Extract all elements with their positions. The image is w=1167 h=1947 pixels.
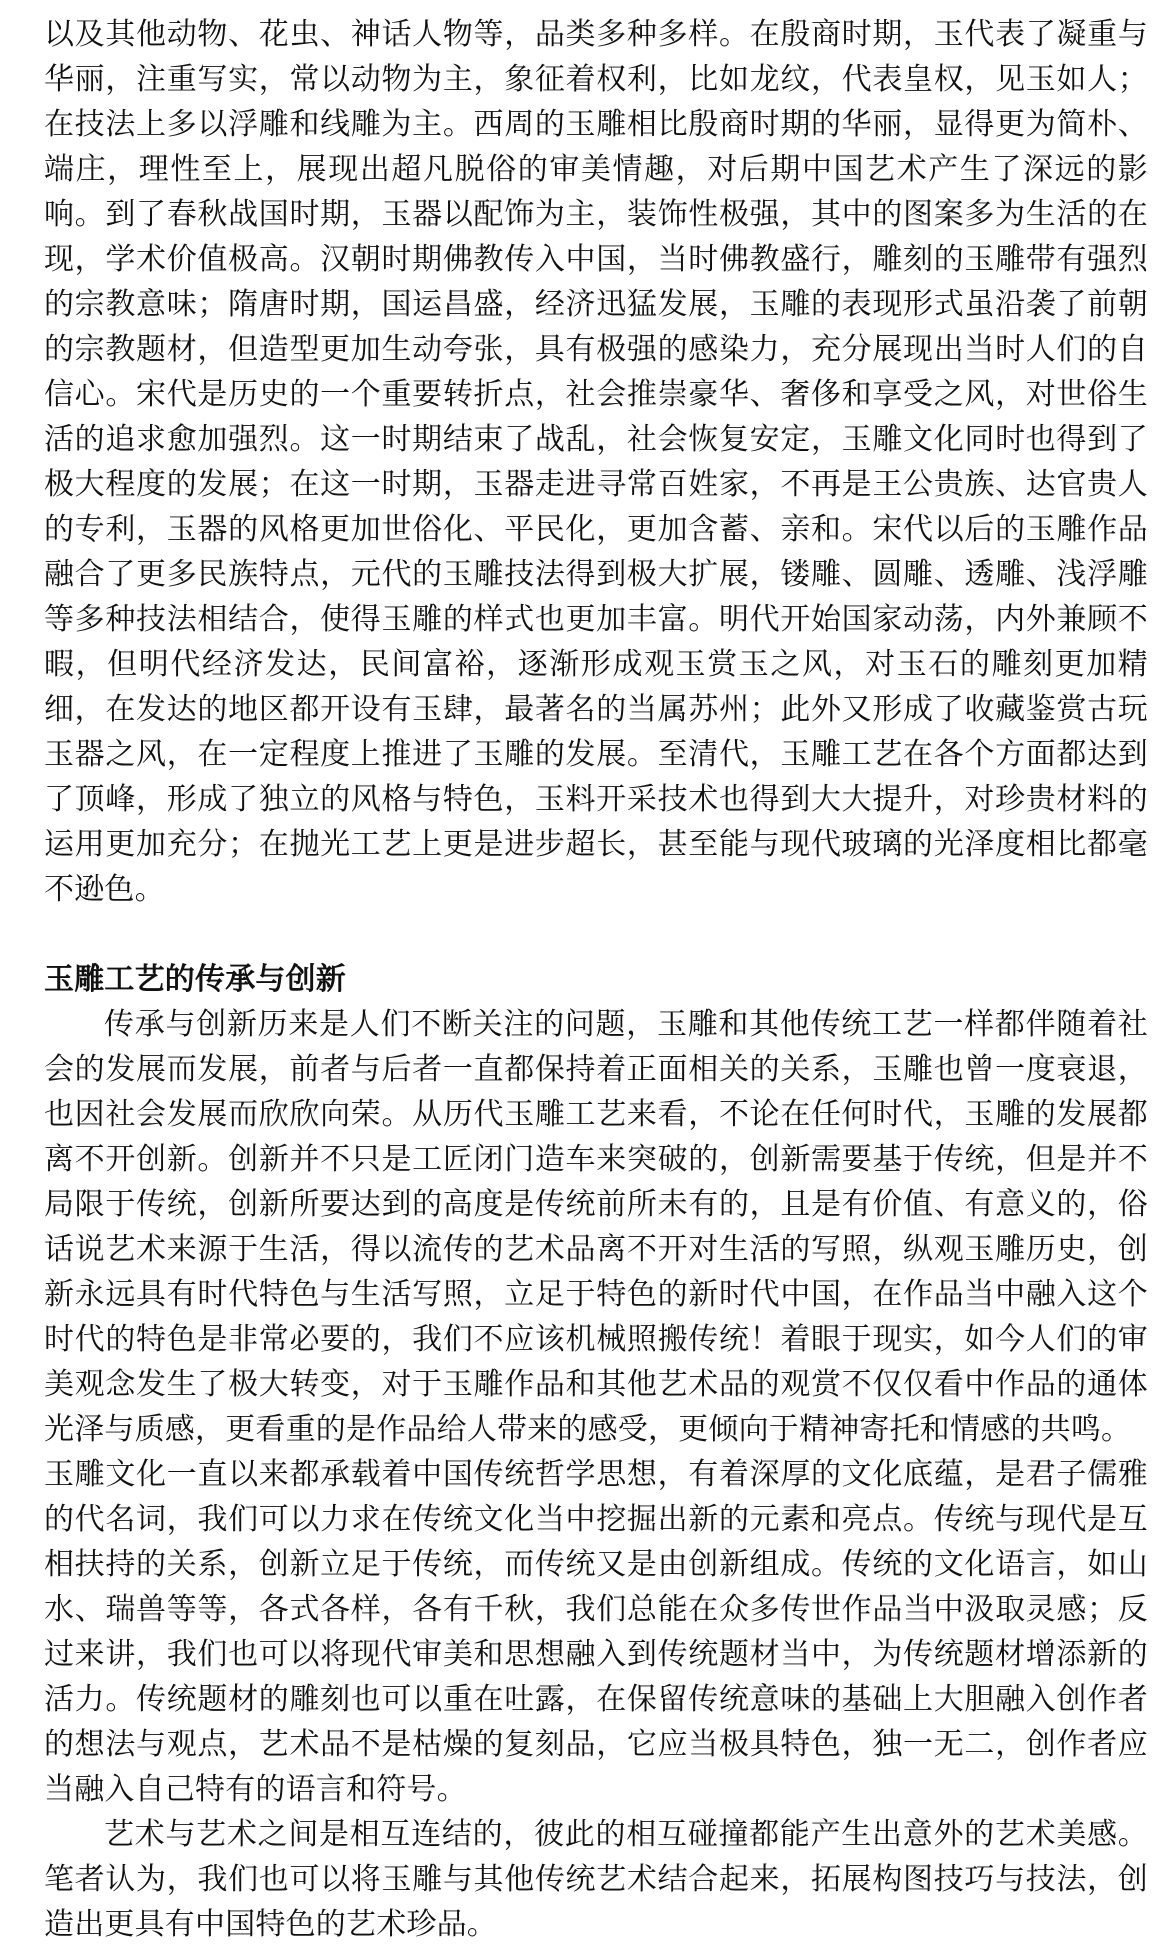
section-paragraph-1: 传承与创新历来是人们不断关注的问题，玉雕和其他传统工艺一样都伴随着社会的发展而发展，前者与后者一直都保持着正面相关的关系，玉雕也曾一度衰退，也因社会发展而欣欣向荣。从历代玉雕工艺来看，不论在任何时代，玉雕的发展都离不开创新。创新并不只是工匠闭门造车来突破的，创新需要基于传统，但是并不局限于传统，创新所要达到的高度是传统前所未有的，且是有价值、有意义的，俗话说艺术来源于生活，得以流传的艺术品离不开对生活的写照，纵观玉雕历史，创新永远具有时代特色与生活写照，立足于特色的新时代中国，在作品当中融入这个时代的特色是非常必要的，我们不应该机械照搬传统！着眼于现实，如今人们的审美观念发生了极大转变，对于玉雕作品和其他艺术品的观赏不仅仅看中作品的通体光泽与质感，更看重的是作品给人带来的感受，更倾向于精神寄托和情感的共鸣。 <box>44 1007 1148 1447</box>
section-spacer <box>44 912 1148 957</box>
intro-paragraph: 以及其他动物、花虫、神话人物等，品类多种多样。在殷商时期，玉代表了凝重与华丽，注重写实，常以动物为主，象征着权利，比如龙纹，代表皇权，见玉如人；在技法上多以浮雕和线雕为主。西周的玉雕相比殷商时期的华丽，显得更为简朴、端庄，理性至上，展现出超凡脱俗的审美情趣，对后期中国艺术产生了深远的影响。到了春秋战国时期，玉器以配饰为主，装饰性极强，其中的图案多为生活的在现，学术价值极高。汉朝时期佛教传入中国，当时佛教盛行，雕刻的玉雕带有强烈的宗教意味；隋唐时期，国运昌盛，经济迅猛发展，玉雕的表现形式虽沿袭了前朝的宗教题材，但造型更加生动夸张，具有极强的感染力，充分展现出当时人们的自信心。宋代是历史的一个重要转折点，社会推崇豪华、奢侈和享受之风，对世俗生活的追求愈加强烈。这一时期结束了战乱，社会恢复安定，玉雕文化同时也得到了极大程度的发展；在这一时期，玉器走进寻常百姓家，不再是王公贵族、达官贵人的专利，玉器的风格更加世俗化、平民化，更加含蓄、亲和。宋代以后的玉雕作品融合了更多民族特点，元代的玉雕技法得到极大扩展，镂雕、圆雕、透雕、浅浮雕等多种技法相结合，使得玉雕的样式也更加丰富。明代开始国家动荡，内外兼顾不暇，但明代经济发达，民间富裕，逐渐形成观玉赏玉之风，对玉石的雕刻更加精细，在发达的地区都开设有玉肆，最著名的当属苏州；此外又形成了收藏鉴赏古玩玉器之风，在一定程度上推进了玉雕的发展。至清代，玉雕工艺在各个方面都达到了顶峰，形成了独立的风格与特色，玉料开采技术也得到大大提升，对珍贵材料的运用更加充分；在抛光工艺上更是进步超长，甚至能与现代玻璃的光泽度相比都毫不逊色。 <box>44 17 1148 907</box>
document-page <box>44 12 1148 1947</box>
section-paragraph-2: 玉雕文化一直以来都承载着中国传统哲学思想，有着深厚的文化底蕴，是君子儒雅的代名词，我们可以力求在传统文化当中挖掘出新的元素和亮点。传统与现代是互相扶持的关系，创新立足于传统，而传统又是由创新组成。传统的文化语言，如山水、瑞兽等等，各式各样，各有千秋，我们总能在众多传世作品当中汲取灵感；反过来讲，我们也可以将现代审美和思想融入到传统题材当中，为传统题材增添新的活力。传统题材的雕刻也可以重在吐露，在保留传统意味的基础上大胆融入创作者的想法与观点，艺术品不是枯燥的复刻品，它应当极具特色，独一无二，创作者应当融入自己特有的语言和符号。 <box>44 1457 1148 1807</box>
section-paragraph-3: 艺术与艺术之间是相互连结的，彼此的相互碰撞都能产生出意外的艺术美感。笔者认为，我们也可以将玉雕与其他传统艺术结合起来，拓展构图技巧与技法，创造出更具有中国特色的艺术珍品。 <box>44 1817 1148 1942</box>
section-heading: 玉雕工艺的传承与创新 <box>44 962 346 997</box>
